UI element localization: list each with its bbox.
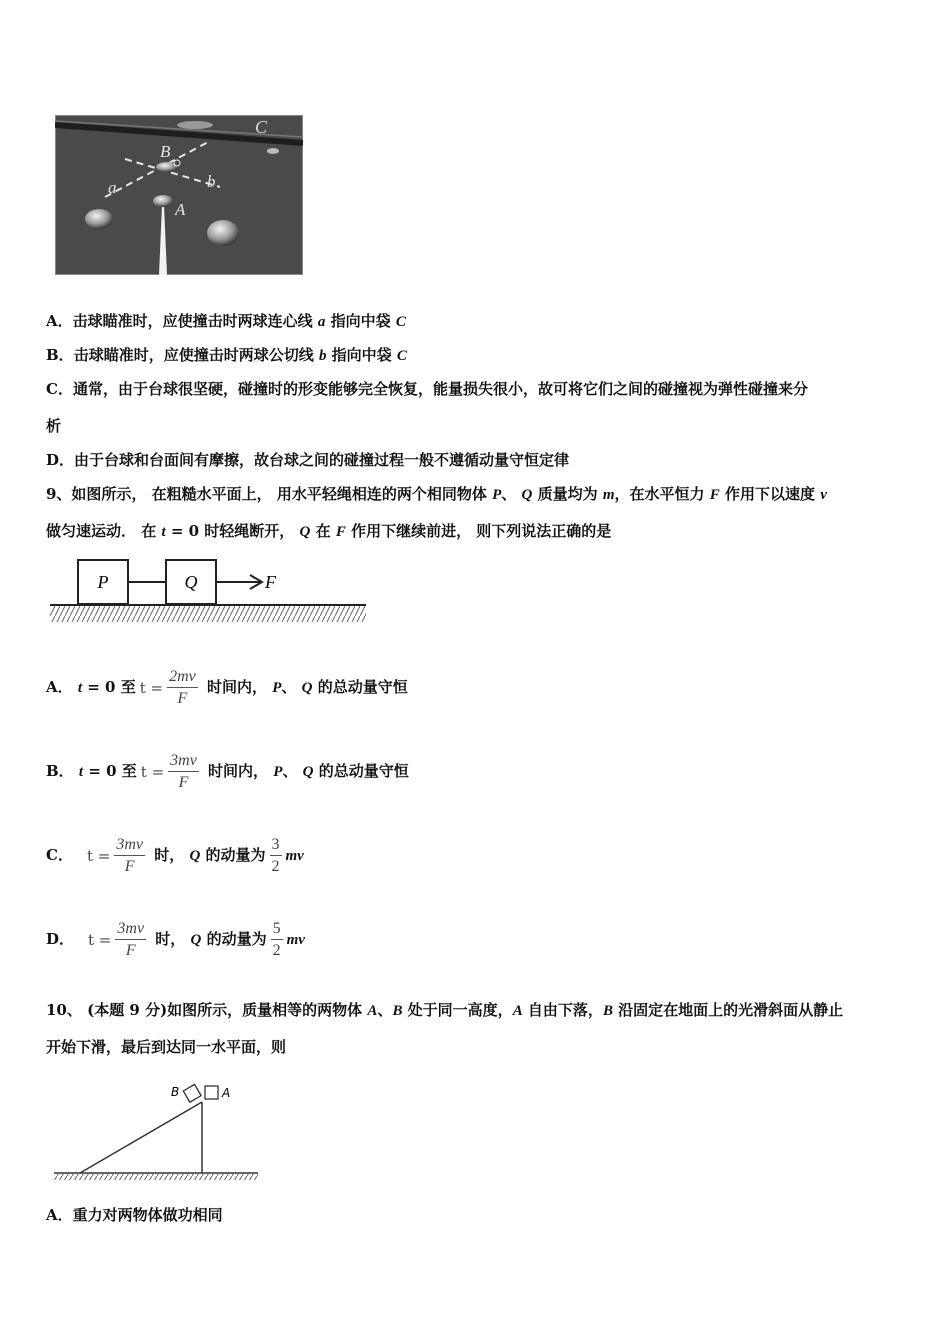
q10-option-a[interactable] [46,1205,223,1225]
var-a: a [317,314,326,330]
q9-stem-line1: 9、如图所示， 在粗糙水平面上， 用水平轻绳相连的两个相同物体 P、 Q 质量均为 m，在水平恒力 F 作用下以速度 v [46,485,827,503]
q8-option-b[interactable] [46,345,407,366]
label-a: A [222,1086,231,1100]
option-letter: A． [46,1206,73,1224]
label-f: F [265,572,276,592]
q9-option-b[interactable]: B． t = 0 至 t = $\frac{3mv}{F}$ 时间内， P、 Q 的总动量守恒 [46,751,409,791]
label-q: Q [184,572,198,592]
option-letter: B． [46,346,74,364]
option-text: 析 [46,417,62,435]
var-c: C [396,348,407,364]
var-c: C [395,314,406,330]
q9-option-d[interactable]: D． t = $\frac{3mv}{F}$ 时， Q 的动量为 $\frac{5}{2}$ mv [46,919,305,959]
q10-figure [52,1080,260,1182]
q8-option-d[interactable] [46,450,569,470]
option-text: 击球瞄准时，应使撞击时两球连心线 [72,312,313,330]
label-b: B [171,1085,180,1099]
incline [80,1102,202,1173]
q10-stem-line1: 10、 (本题 9 分)如图所示，质量相等的两物体 A、B 处于同一高度，A 自由下落，B 沿固定在地面上的光滑斜面从静止 [46,1001,844,1019]
label-p: P [97,572,109,592]
option-letter: A． [46,312,73,330]
option-letter: C． [46,380,73,398]
label-b-ball: B [160,142,171,161]
var-b: b [318,348,327,364]
option-text: 指向中袋 [330,312,391,330]
q9-option-a[interactable]: A． t = 0 至 t = $\frac{2mv}{F}$ 时间内， P、 Q 的总动量守恒 [46,667,408,707]
q8-option-a[interactable] [46,311,406,332]
q8-option-c[interactable] [46,379,808,399]
q9-stem-line2: 做匀速运动． 在 t = 0 时轻绳断开， Q 在 F 作用下继续前进， 则下列说法正确的是 [46,522,612,540]
q9-option-c[interactable]: C． t = $\frac{3mv}{F}$ 时， Q 的动量为 $\frac{3}{2}$ mv [46,835,304,875]
label-a-line: a [108,178,117,197]
option-text: 击球瞄准时，应使撞击时两球公切线 [73,346,314,364]
label-a-ball: A [175,200,186,219]
option-text: 由于台球和台面间有摩擦，故台球之间的碰撞过程一般不遵循动量守恒定律 [74,451,570,469]
option-letter: D． [46,451,75,469]
option-text: 指向中袋 [331,346,392,364]
block-a [205,1086,218,1099]
label-c: C [255,117,268,137]
option-text: 重力对两物体做功相同 [72,1206,223,1224]
q10-stem-line2: 开始下滑，最后到达同一水平面，则 [46,1038,287,1056]
label-b-line: b [207,172,216,191]
option-text: 通常，由于台球很坚硬，碰撞时的形变能够完全恢复，能量损失很小，故可将它们之间的碰撞视为弹性碰撞来分 [72,380,808,398]
billiards-photo [55,115,303,275]
q8-option-c-cont [46,416,61,436]
block-b [183,1084,201,1102]
q9-figure [50,556,368,626]
